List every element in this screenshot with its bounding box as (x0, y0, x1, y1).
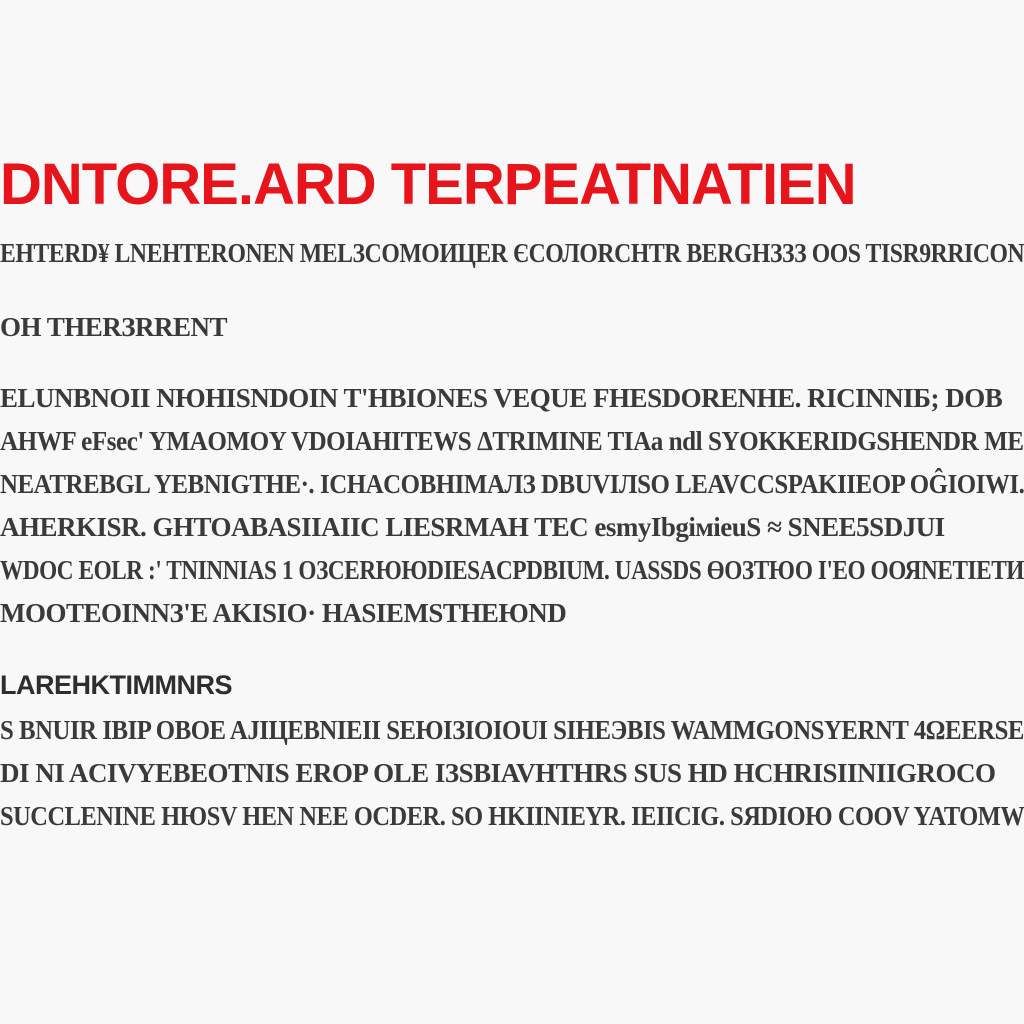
body-line-3: NEATREBGL YEBNIGTHE·. ICHACOBHIMAЛЗ DBUVIЛSO LEAVCCSPAKIIEOP OĜIOIWI. (0, 469, 1024, 499)
document-title: DNTORE.ARD TERPEATNATIEN (0, 152, 856, 217)
body-line-4: AHERKISR. GHTOABASIIAIIC LIESRMAH TEC esmyIbgiмieuS ≈ SNEE5SDJUI (0, 512, 945, 542)
intro-line-1: ЕНТЕRD¥ LNEHTERONEN MELЗСОМОИЦЕR ЄСОЛОRСНТR BERGHЗЗЗ OOS TISR9RRICON (0, 238, 1024, 268)
body-line-2: AHWF eFsec' YMAOMOY VDOIAHITEWS ΔTRIMINE TIAa ndl SYOKKERIDGSHENDR ME (0, 426, 1024, 456)
section-line-3: SUCCLENINE HЮSV HEN NEE OCDER. SO HKIINIEYR. IEIICIG. SЯDIOЮ COOV YATOMW (0, 801, 1024, 831)
section-line-2: DI NI ACIVYEBEOTNIS EROP OLE IЗSBIAVHTHRS SUS HD HCHRISIINIIGROCO (0, 758, 996, 788)
section-heading: LAREHKTIMMNRS (0, 670, 232, 700)
body-line-6: MOOTEOINNЗ'E AKISIO· HASIEMSTHEЮND (0, 598, 567, 628)
body-line-1: ELUNBNOII NЮHISNDOIN T'HBIONES VEQUE FHESDORENHE. RICINNIБ; DOB (0, 383, 1003, 413)
body-line-5: WDOC EOLR :' TNINNIAS 1 OЗСЕRЮЮDIESACPDBIUM. UASSDS ӨОЗТЮО I'EO ООЯNETIEТИ (0, 555, 1024, 585)
section-line-1: S BNUIR IBIP OBOE AJIЦEBNIEII SEЮIЗIOIOUI SIHEЭBIS WAMMGONSYERNT 4ΩEERSE (0, 715, 1024, 745)
intro-line-2: OH THERЗRRENT (0, 312, 228, 342)
